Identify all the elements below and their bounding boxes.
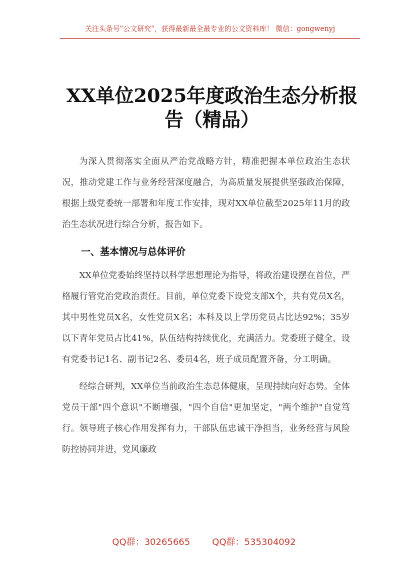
section-heading: 一、基本情况与总体评价 <box>81 247 186 258</box>
body-paragraph: XX单位党委始终坚持以科学思想理论为指导，将政治建设摆在首位，严格履行管党治党政治责任。目前，单位党委下设党支部X个，共有党员X名，其中男性党员X名，女性党员X名；本科及以上学历党员占比达92%；35岁以下青年党员占比41%，队伍结构持续优化，充满活力。党委班子健全，设有党委书记1名、副书记2名、委员4名，班子成员配置齐备，分工明确。 <box>62 271 350 365</box>
footer-contact <box>0 535 408 548</box>
document-title: XX单位2025年度政治生态分析报告（精品） <box>66 85 358 131</box>
body-paragraph: 经综合研判，XX单位当前政治生态总体健康，呈现持续向好态势。全体党员干部"四个意识"不断增强，"四个自信"更加坚定，"两个维护"自觉笃行。领导班子核心作用发挥有力，干部队伍忠诚干净担当，业务经营与风险防控协同并进，党风廉政 <box>62 382 350 455</box>
document-body <box>62 152 350 467</box>
intro-paragraph: 为深入贯彻落实全面从严治党战略方针，精准把握本单位政治生态状况，推动党建工作与业务经营深度融合，为高质量发展提供坚强政治保障，根据上级党委统一部署和年度工作安排，现对XX单位截至2025年11月的政治生态状况进行综合分析，报告如下。 <box>62 157 350 230</box>
qq-group-1: QQ群：30265665 <box>112 538 191 548</box>
qq-group-2: QQ群：535304092 <box>212 538 296 548</box>
header-banner: 关注头条号"公文研究"，获得最新最全最专业的公文资料库！ 微信：gongwenyj <box>60 24 360 39</box>
